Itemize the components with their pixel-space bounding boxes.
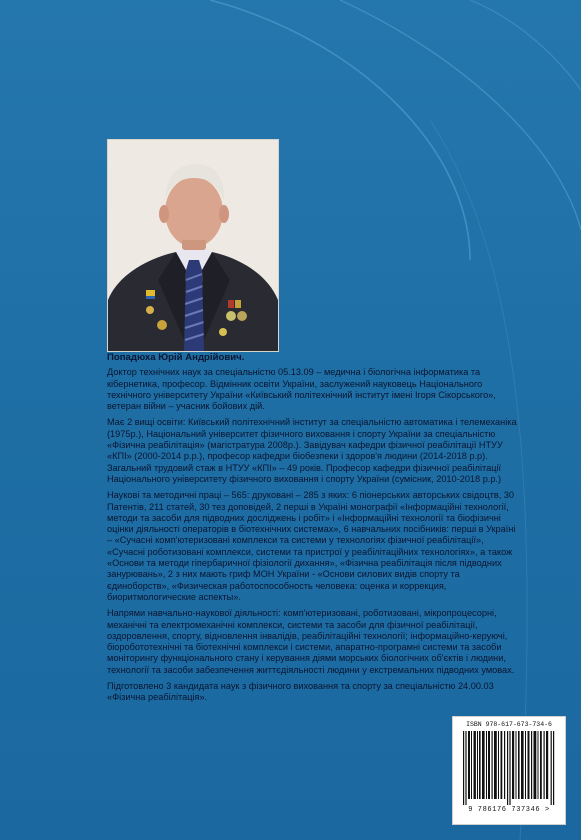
bio-paragraph-education: Має 2 вищі освіти: Київський політехнічний інститут за спеціальністю автоматика і телемеханіка (1975р.), Національний університет фізичного виховання і спорту України за спеціальністю «Фізична реабілітація» (магістратура 2008р.). Завідувач кафедри фізичної реабілітації НТУУ «КПІ» (2000-2014 р.р.), професор кафедри біобезпеки і здоров'я людини (2014-2018 р.р). Загальний трудовий стаж в НТУУ «КПІ» – 49 років. Професор кафедри фізичної реабілітації Національного університету фізичного виховання і спорту України (сумісник, 2010-2018 р.р.): [107, 417, 517, 484]
isbn-label: ISBN 978-617-673-734-6: [466, 721, 552, 728]
barcode-digits: 9 786176 737346 >: [468, 806, 550, 814]
bio-paragraph-students: Підготовлено 3 кандидата наук з фізичного виховання та спорту за спеціальністю 24.00.03 «Фізична реабілітація».: [107, 681, 494, 703]
author-photo: [107, 139, 279, 352]
bio-paragraph-publications: Наукові та методичні праці – 565: друкованi – 285 з яких: 6 піонерських авторських свідоцтв, 30 Патентів, 211 статей, 30 тез доповідей, 2 перші в Україні монографії «Інформаційні технології, методи та засоби для підводних досліджень і робіт» і «Інформаційні технології та біофізичні оцінки діяльності операторів в біотехнічних системах», 6 навчальних посібників: перші в Україні – «Сучасні комп'ютеризовані комплекси та системи у технологіях фізичної реабілітації», «Сучасні роботизовані комплекси, системи та пристрої у реабілітаційних технологіях», а також «Основи та методи гіпербаричної фізіології дихання», «Фізична реабілітація після підводних занурювань», 2 з них мають гриф МОН України - «Основи силових видів спорту та єдиноборств», «Физическая работоспособность человека: оценка и коррекция, биоритмологические аспекты».: [107, 490, 516, 602]
bio-paragraph-degree: Доктор технічних наук за спеціальністю 05.13.09 – медична і біологічна інформатика та кібернетика, професор. Відмінник освіти України, заслужений науковець Національного технічного університету України «Київський політехнічний інститут імені Ігоря Сікорського», ветеран війни – учасник бойових дій.: [107, 367, 496, 412]
isbn-barcode-box: [452, 716, 566, 825]
bio-paragraph-research-areas: Напрями навчально-наукової діяльності: комп'ютеризовані, роботизовані, мікропроцесорні, механічні та електромеханічні комплекси, системи та засоби для фізичної реабілітації, оздоровлення, спорту, відновлення інвалідів, реабілітаційні технології; інформаційно-керуючі, біоробототехнічні та біотехнічні комплекси і системи, апаратно-програмні системи та засоби моніторингу функціонального стану і керування діями морських біологічних об'єктів і людини, технології та засоби забезпечення життєдіяльності людини у екстремальних підводних умовах.: [107, 608, 515, 675]
author-biography: [107, 352, 517, 709]
barcode-icon: [463, 731, 555, 805]
author-portrait-image: [108, 140, 278, 351]
author-name: Попадюха Юрій Андрійович.: [107, 352, 245, 363]
